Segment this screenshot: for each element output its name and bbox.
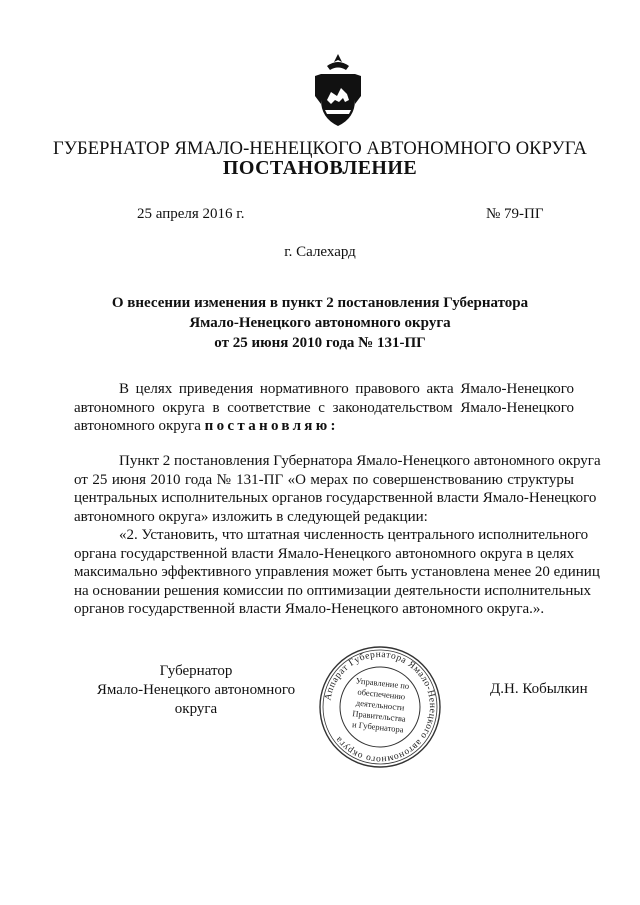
- stamp-center-line: Правительства: [351, 708, 407, 724]
- document-date: 25 апреля 2016 г.: [137, 206, 245, 222]
- text-line: автономного округа» изложить в следующей редакции:: [74, 508, 428, 525]
- decree-keyword: постановляю:: [204, 418, 339, 435]
- title-line: Ямало-Ненецкого автономного округа: [189, 315, 451, 331]
- text-line: максимально эффективного управления может быть установлена менее 20 единиц: [74, 564, 600, 581]
- preamble-paragraph: [74, 380, 574, 436]
- document-title: [90, 293, 550, 353]
- new-wording-paragraph: [74, 526, 600, 619]
- clause-paragraph: [74, 452, 601, 526]
- title-line: от 25 июня 2010 года № 131-ПГ: [214, 335, 426, 351]
- title-line: О внесении изменения в пункт 2 постановления Губернатора: [111, 295, 529, 311]
- signatory-title-line: Губернатор: [159, 663, 233, 679]
- text-line: органа государственной власти Ямало-Ненецкого автономного округа в целях: [74, 545, 574, 562]
- stamp-ring-text: Аппарат Губернатора Ямало-Ненецкого автономного округа: [323, 649, 438, 765]
- coat-of-arms-emblem: [313, 52, 363, 130]
- text-line: органов государственной власти Ямало-Ненецкого автономного округа.».: [74, 601, 545, 618]
- stamp-center-line: и Губернатора: [351, 719, 405, 735]
- official-stamp: [318, 645, 442, 769]
- text-line: центральных исполнительных органов государственной власти Ямало-Ненецкого: [74, 490, 597, 507]
- text-line: от 25 июня 2010 года № 131-ПГ «О мерах по совершенствованию структуры: [74, 471, 574, 488]
- text-line: «2. Установить, что штатная численность центрального исполнительного: [119, 527, 589, 543]
- text-line: автономного округа в соответствие с законодательством Ямало-Ненецкого: [74, 399, 574, 416]
- stamp-center-line: деятельности: [355, 697, 405, 713]
- stamp-center-line: Управление по: [355, 675, 410, 691]
- stamp-center-line: обеспечению: [357, 686, 406, 702]
- signatory-title-line: Ямало-Ненецкого автономного округа: [96, 682, 296, 717]
- text-line: [74, 417, 574, 436]
- text-line: на основании решения комиссии по оптимизации деятельности исполнительных: [74, 582, 591, 599]
- signatory-name: Д.Н. Кобылкин: [490, 681, 588, 697]
- text-line: В целях приведения нормативного правового акта Ямало-Ненецкого: [119, 381, 574, 397]
- signatory-title: [74, 662, 318, 719]
- document-city: г. Салехард: [284, 244, 356, 260]
- document-number: № 79-ПГ: [486, 206, 544, 222]
- document-type: ПОСТАНОВЛЕНИЕ: [222, 157, 418, 179]
- issuing-authority: ГУБЕРНАТОР ЯМАЛО-НЕНЕЦКОГО АВТОНОМНОГО ОКРУГА: [53, 139, 587, 159]
- text-fragment: автономного округа: [74, 418, 205, 435]
- text-line: Пункт 2 постановления Губернатора Ямало-Ненецкого автономного округа: [119, 453, 601, 469]
